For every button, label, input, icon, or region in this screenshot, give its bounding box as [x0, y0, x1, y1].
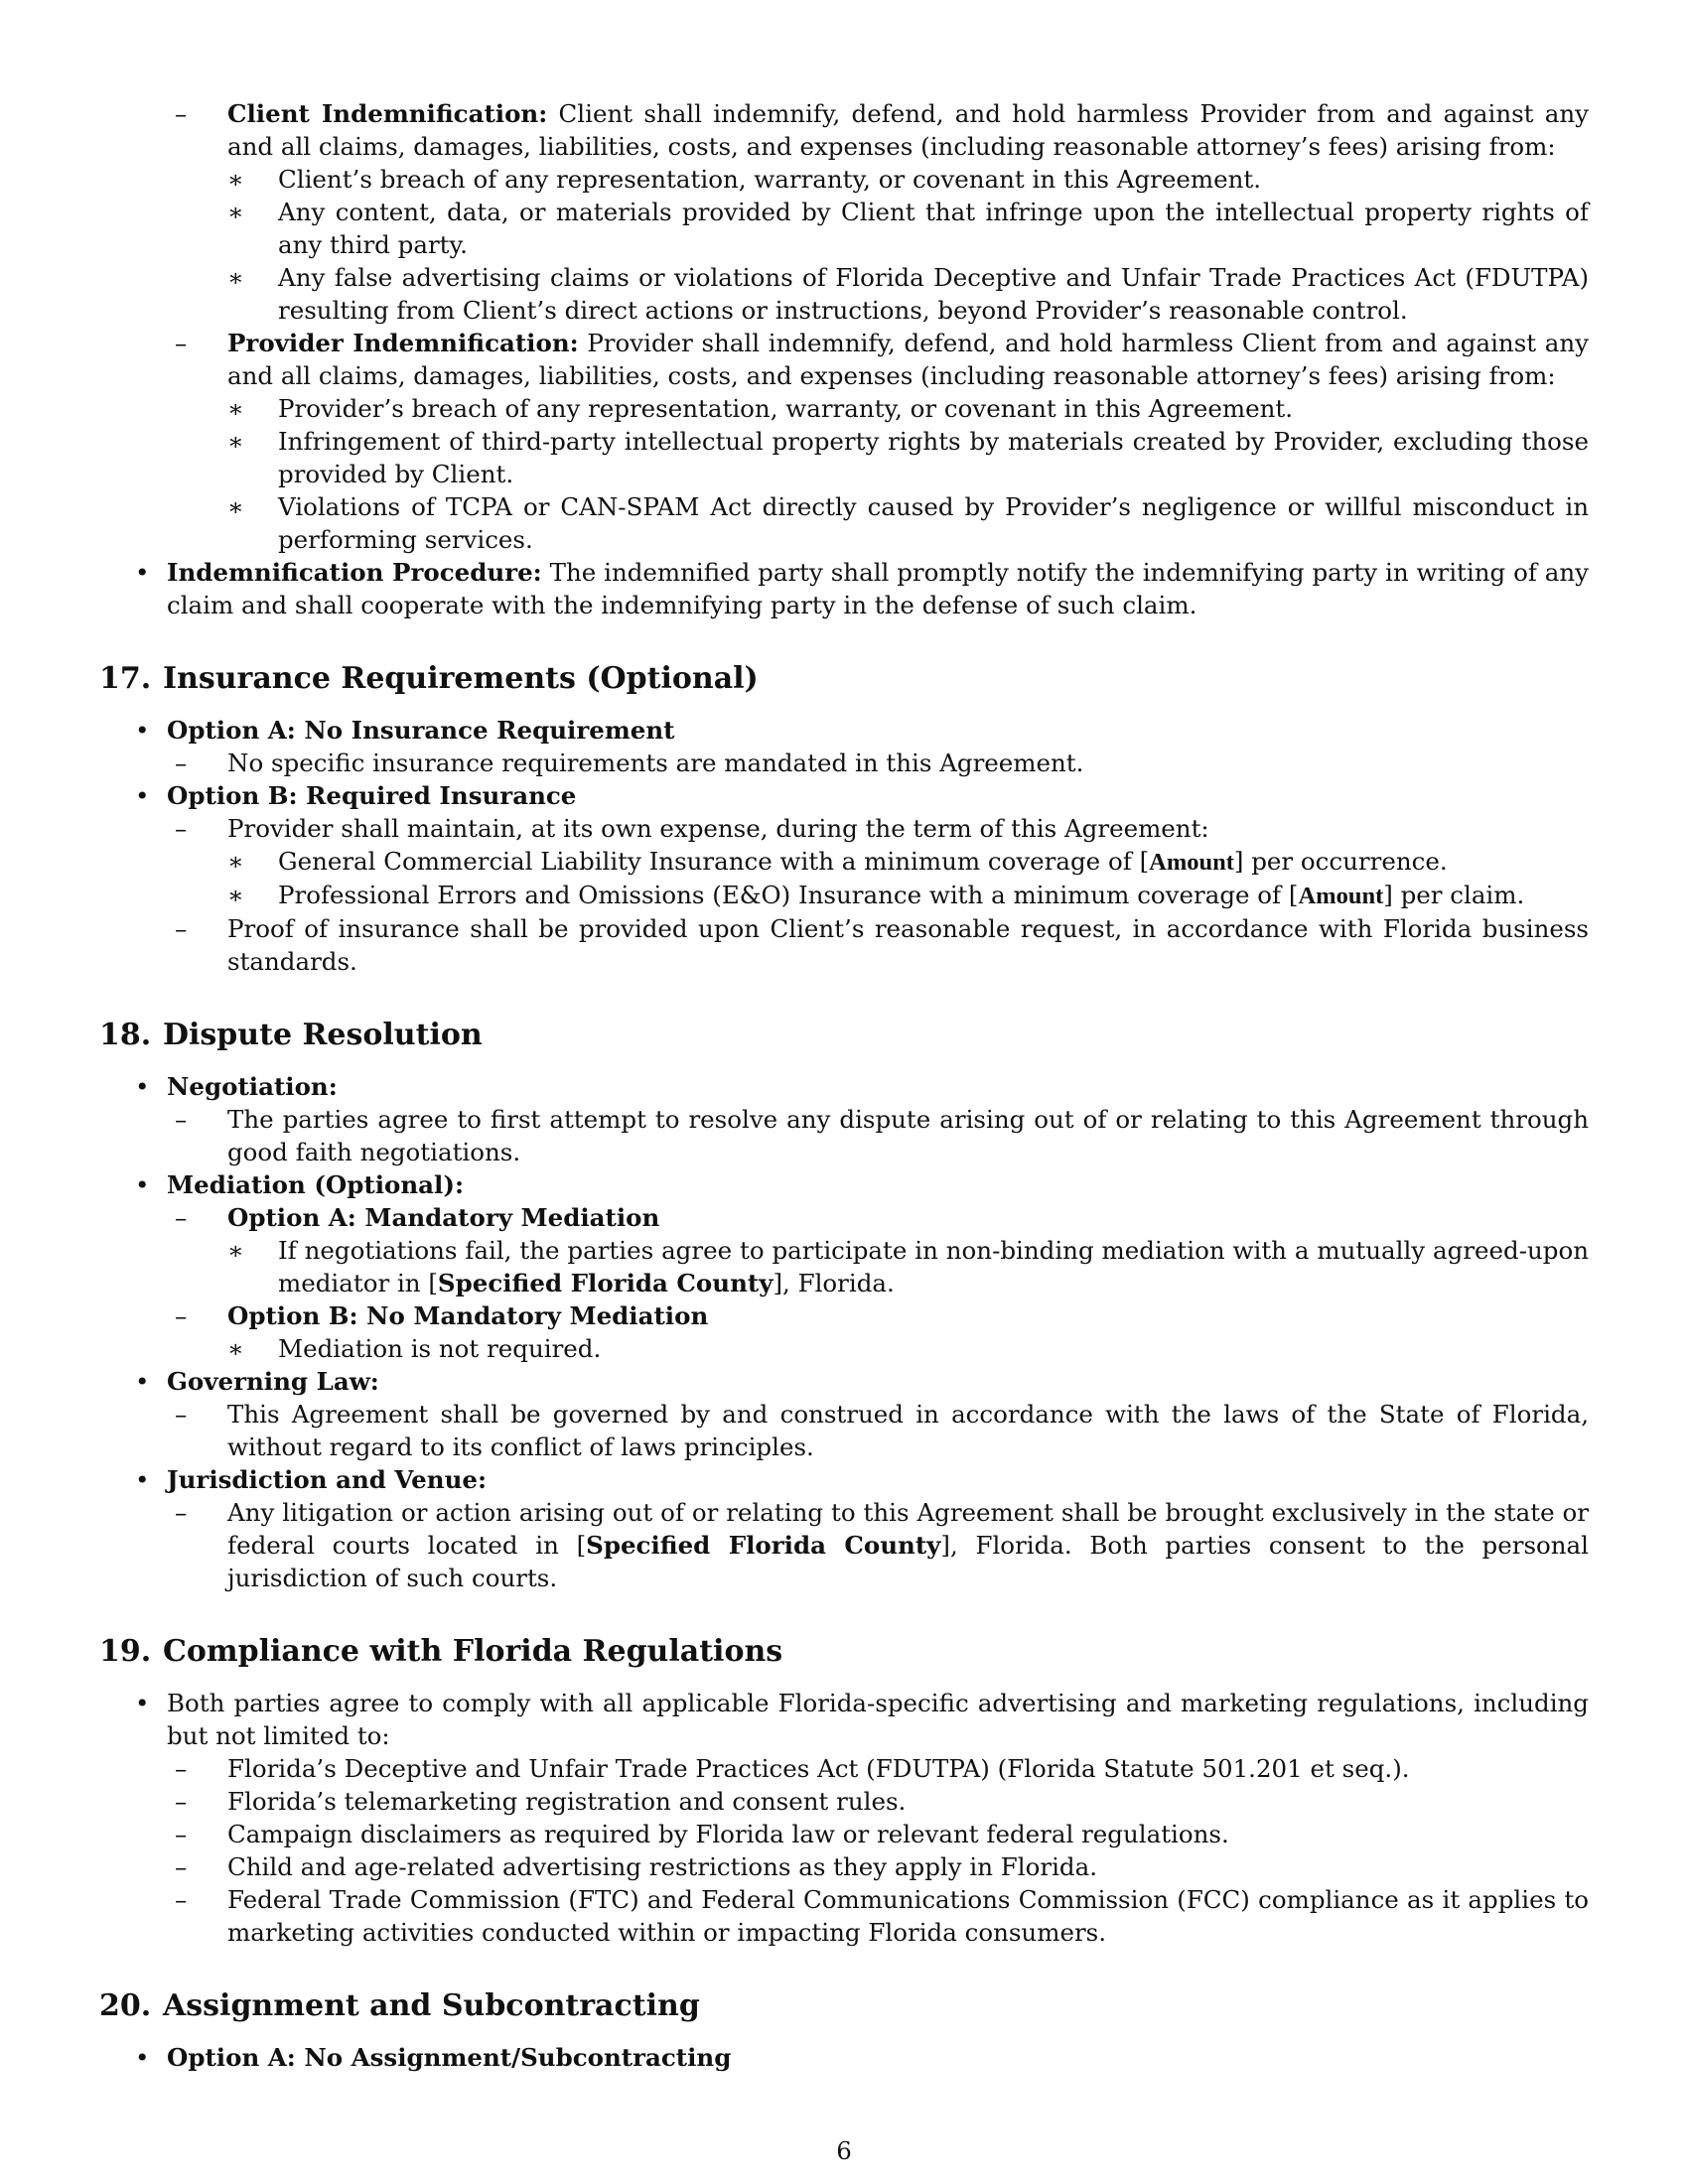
placeholder-amount: Amount — [1298, 883, 1384, 909]
section-20-heading: 20. Assignment and Subcontracting — [99, 1988, 700, 2023]
option-a-no-insurance: • Option A: No Insurance Requirement – No specific insurance requirements are mandated in this Agreement. — [99, 714, 1589, 779]
placeholder-amount: Amount — [1149, 849, 1234, 876]
document-page — [99, 97, 1589, 2074]
list-item: ∗ Any false advertising claims or violations of Florida Deceptive and Unfair Trade Practices Act (FDUTPA) resulting from Client’s direct actions or instructions, beyond Provider’s reasonable control. — [227, 263, 1589, 325]
list-item: ∗ Provider’s breach of any representation, warranty, or covenant in this Agreement. — [227, 394, 1293, 423]
mediation-item: • Mediation (Optional): – Option A: Mandatory Mediation ∗ If negotiations fail, the parties agree to participate in non-binding mediation with a mutually agreed-upon mediator in [Specified Florida County], Florida. – Option B: No Mandatory Mediation ∗ Mediation is not required. — [135, 1170, 1589, 1363]
section-19-list — [99, 1687, 1589, 1949]
list-item: – Any litigation or action arising out of or relating to this Agreement shall be brought exclusively in the state or federal courts located in [Specified Florida County], Florida. Both parties consent to the personal jurisdiction of such courts. — [175, 1498, 1589, 1592]
provider-indemnification-label: Provider Indemnification: — [227, 329, 579, 357]
list-item: ∗ Mediation is not required. — [227, 1334, 602, 1363]
list-item: – Option A: Mandatory Mediation ∗ If negotiations fail, the parties agree to participate in non-binding mediation with a mutually agreed-upon mediator in [Specified Florida County], Florida. — [175, 1203, 1589, 1297]
indemnification-list — [99, 97, 1589, 556]
negotiation-item: • Negotiation: – The parties agree to first attempt to resolve any dispute arising out of or relating to this Agreement through good faith negotiations. — [135, 1072, 1589, 1166]
bullet-marker: • — [135, 781, 150, 810]
indemnification-procedure-label: Indemnification Procedure: — [167, 558, 542, 587]
list-item: – Child and age-related advertising restrictions as they apply in Florida. — [175, 1852, 1097, 1881]
star-marker: ∗ — [227, 263, 244, 292]
page-number: 6 — [836, 2136, 852, 2165]
list-item: ∗ Professional Errors and Omissions (E&O) Insurance with a minimum coverage of [Amount] per claim. — [227, 881, 1525, 909]
section-18-list — [99, 1070, 1589, 1594]
dash-marker: – — [175, 99, 188, 128]
section-18-heading: 18. Dispute Resolution — [99, 1018, 483, 1052]
client-indemnification-label: Client Indemnification: — [227, 99, 548, 128]
star-marker: ∗ — [227, 198, 244, 226]
list-item: ∗ General Commercial Liability Insurance with a minimum coverage of [Amount] per occurrence. — [227, 847, 1448, 876]
list-item: – Florida’s Deceptive and Unfair Trade Practices Act (FDUTPA) (Florida Statute 501.201 et seq.). — [175, 1754, 1410, 1783]
compliance-item: • Both parties agree to comply with all applicable Florida-specific advertising and marketing regulations, including but not limited to: – Florida’s Deceptive and Unfair Trade Practices Act (FDUTPA) (Florida Statute 501.201 et seq.). – Florida’s telemarketing registration and consent rules. – Campaign disclaimers as required by Florida law or relevant federal regulations. – Child and age-related advertising restrictions as they apply in Florida. – Federal Trade Commission (FTC) and Federal Communications Commission (FCC) compliance as it applies to marketing activities conducted within or impacting Florida consumers. — [135, 1689, 1589, 1947]
client-indemnification — [167, 97, 1589, 327]
list-item: ∗ If negotiations fail, the parties agree to participate in non-binding mediation with a mutually agreed-upon mediator in [Specified Florida County], Florida. — [227, 1236, 1589, 1297]
list-item: – Florida’s telemarketing registration and consent rules. — [175, 1787, 907, 1816]
list-item: – Proof of insurance shall be provided upon Client’s reasonable request, in accordance with Florida business standards. — [175, 914, 1589, 976]
list-item: – Federal Trade Commission (FTC) and Federal Communications Commission (FCC) compliance as it applies to marketing activities conducted within or impacting Florida consumers. — [175, 1885, 1589, 1947]
star-marker: ∗ — [227, 165, 244, 194]
star-marker: ∗ — [227, 394, 244, 423]
list-item: – Provider shall maintain, at its own expense, during the term of this Agreement: ∗ General Commercial Liability Insurance with a minimum coverage of [Amount] per occurrence. ∗ Professional Errors and Omissions (E&O) Insurance with a minimum coverage of [Amount] per claim. — [167, 812, 1589, 912]
bullet-marker: • — [135, 558, 150, 587]
provider-indemnification — [167, 327, 1589, 556]
section-19-heading: 19. Compliance with Florida Regulations — [99, 1634, 783, 1669]
list-item: ∗ Infringement of third-party intellectual property rights by materials created by Provider, excluding those provided by Client. — [227, 427, 1589, 488]
list-item: ∗ Any content, data, or materials provided by Client that infringe upon the intellectual property rights of any third party. — [227, 198, 1589, 259]
list-item: – This Agreement shall be governed by and construed in accordance with the laws of the State of Florida, without regard to its conflict of laws principles. — [175, 1400, 1589, 1461]
indemnification-parties-item — [99, 97, 1589, 556]
section-17-list — [99, 714, 1589, 978]
indemnification-procedure-text: The indemnified party shall promptly notify the indemnifying party in writing of any claim and shall cooperate with the indemnifying party in the defense of such claim. — [167, 558, 1589, 619]
list-item: – No specific insurance requirements are mandated in this Agreement. — [175, 749, 1084, 777]
bullet-marker: • — [135, 716, 150, 745]
list-item: – Campaign disclaimers as required by Florida law or relevant federal regulations. — [175, 1820, 1229, 1848]
indemnification-procedure — [99, 556, 1589, 621]
list-item: – Option B: No Mandatory Mediation ∗ Mediation is not required. — [167, 1299, 1589, 1365]
client-indemnification-text: Client shall indemnify, defend, and hold harmless Provider from and against any and all claims, damages, liabilities, costs, and expenses (including reasonable attorney’s fees) arising from: — [227, 99, 1589, 161]
list-item: ∗ Violations of TCPA or CAN-SPAM Act directly caused by Provider’s negligence or willful misconduct in performing services. — [227, 492, 1589, 554]
governing-law-item: • Governing Law: – This Agreement shall be governed by and construed in accordance with the laws of the State of Florida, without regard to its conflict of laws principles. — [135, 1367, 1589, 1461]
option-a-no-assignment: • Option A: No Assignment/Subcontracting — [135, 2043, 732, 2072]
star-marker: ∗ — [227, 492, 244, 521]
placeholder-county: Specified Florida County — [437, 1269, 774, 1297]
star-marker: ∗ — [227, 427, 244, 456]
jurisdiction-venue-item: • Jurisdiction and Venue: – Any litigation or action arising out of or relating to this Agreement shall be brought exclusively in the state or federal courts located in [Specified Florida County], Florida. Both parties consent to the personal jurisdiction of such courts. — [135, 1465, 1589, 1592]
section-20-list — [99, 2041, 1589, 2074]
dash-marker: – — [175, 329, 188, 357]
list-item: ∗ Client’s breach of any representation, warranty, or covenant in this Agreement. — [227, 165, 1262, 194]
provider-indemnification-text: Provider shall indemnify, defend, and hold harmless Client from and against any and all claims, damages, liabilities, costs, and expenses (including reasonable attorney’s fees) arising from: — [227, 329, 1589, 390]
option-b-required-insurance: • Option B: Required Insurance – Provider shall maintain, at its own expense, during the term of this Agreement: ∗ General Commercial Liability Insurance with a minimum coverage of [Amount] per occurrence. ∗ Professional Errors and Omissions (E&O) Insurance with a minimum coverage of [Amount] per claim. – Proof of insurance shall be provided upon Client’s reasonable request, in accordance with Florida business standards. — [135, 781, 1589, 976]
list-item: – The parties agree to first attempt to resolve any dispute arising out of or relating to this Agreement through good faith negotiations. — [175, 1105, 1589, 1166]
placeholder-county: Specified Florida County — [586, 1531, 941, 1560]
section-17-heading: 17. Insurance Requirements (Optional) — [99, 661, 759, 696]
